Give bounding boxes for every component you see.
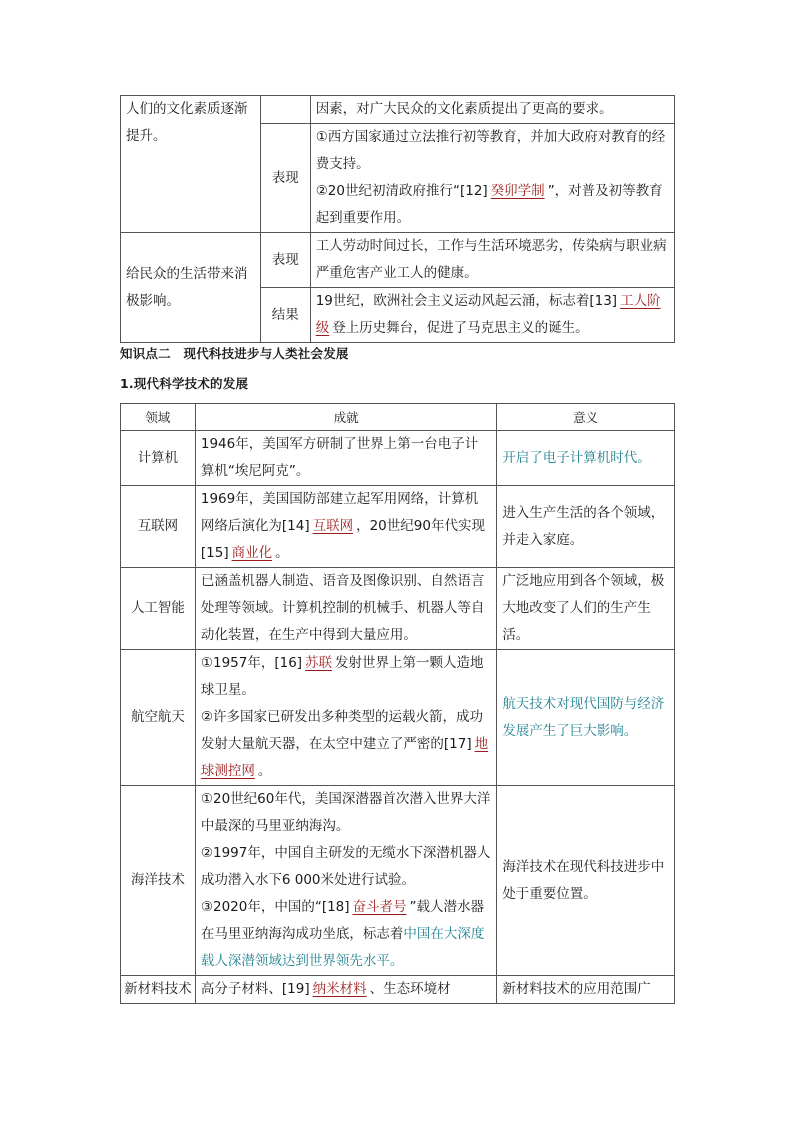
meaning-aero: 航天技术对现代国防与经济发展产生了巨大影响。 (497, 650, 675, 786)
table-row (121, 486, 675, 568)
impact-text: 给民众的生活带来消极影响。 (126, 265, 248, 309)
item-2 (316, 178, 669, 232)
achv-post: 、生态环境材 (369, 981, 451, 997)
achv-computer: 1946年，美国军方研制了世界上第一台电子计算机“埃尼阿克”。 (195, 431, 496, 486)
meaning-internet: 进入生产生活的各个领域，并走入家庭。 (497, 486, 675, 568)
field-aero: 航空航天 (121, 650, 196, 786)
header-field: 领域 (121, 404, 196, 431)
meaning-computer: 开启了电子计算机时代。 (497, 431, 675, 486)
fill-blank-13: 工人阶级 (315, 293, 661, 336)
table-row (121, 650, 675, 786)
aero-item-1 (201, 650, 491, 704)
biaoxian-content (310, 124, 674, 233)
ocean-item-3-mid: ”载人潜水器在马里亚纳海沟成功坐底，标志着 (200, 899, 485, 942)
meaning-ocean: 海洋技术在现代科技进步中处于重要位置。 (497, 786, 675, 976)
jieguo-pre: 19世纪，欧洲社会主义运动风起云涌，标志着[13] (315, 293, 618, 309)
table-row (121, 568, 675, 650)
table-tech-development (120, 403, 675, 1004)
ocean-item-3 (201, 894, 491, 975)
label-biaoxian (260, 124, 310, 233)
biaoxian-2-content (310, 233, 674, 288)
label-biaoxian-2 (260, 233, 310, 288)
label-text: 表现 (271, 251, 299, 268)
aero-item-2-post: 。 (257, 763, 272, 779)
achv-ocean (195, 786, 496, 976)
fill-blank-15: 商业化 (231, 545, 273, 561)
achv-ai: 已涵盖机器人制造、语音及图像识别、自然语言处理等领域。计算机控制的机械手、机器人等自动化装置，在生产中得到大量应用。 (195, 568, 496, 650)
fill-blank-19: 纳米材料 (312, 981, 367, 997)
meaning-newmat: 新材料技术的应用范围广 (497, 976, 675, 1004)
table-row (121, 976, 675, 1004)
field-internet: 互联网 (121, 486, 196, 568)
table-social-impact (120, 95, 675, 343)
header-achievement: 成就 (195, 404, 496, 431)
fill-blank-16: 苏联 (305, 655, 333, 671)
label-text: 结果 (271, 306, 299, 323)
impact-cell-culture (121, 96, 261, 233)
achv-aero (195, 650, 496, 786)
ocean-item-3-teal: 中国在大深度载人深潜领域达到世界领先水平。 (200, 926, 485, 969)
achv-pre: 1969年，美国国防部建立起军用网络，计算机网络后演化为[14] (200, 491, 479, 534)
field-computer: 计算机 (121, 431, 196, 486)
fill-blank-18: 奋斗者号 (352, 899, 407, 915)
aero-item-2 (201, 704, 491, 785)
table-row (121, 786, 675, 976)
fill-blank-17: 地球测控网 (200, 736, 489, 779)
biaoxian-2-text: 工人劳动时间过长，工作与生活环境恶劣，传染病与职业病严重危害产业工人的健康。 (315, 238, 667, 281)
field-ai: 人工智能 (121, 568, 196, 650)
ocean-item-2: ②1997年，中国自主研发的无缆水下深潜机器人成功潜入水下6 000米处进行试验。 (200, 845, 491, 888)
achv-internet (195, 486, 496, 568)
field-ocean: 海洋技术 (121, 786, 196, 976)
cont-text-cell (310, 96, 674, 124)
impact-text: 人们的文化素质逐渐提升。 (126, 101, 248, 144)
field-newmat: 新材料技术 (121, 976, 196, 1004)
item-2-post: ”，对普及初等教育起到重要作用。 (315, 183, 663, 226)
label-jieguo (260, 288, 310, 343)
item-1: ①西方国家通过立法推行初等教育，并加大政府对教育的经费支持。 (315, 129, 666, 172)
achv-post: 。 (275, 545, 289, 561)
jieguo-post: 登上历史舞台，促进了马克思主义的诞生。 (332, 320, 589, 336)
header-meaning: 意义 (497, 404, 675, 431)
empty-label-cell (260, 96, 310, 124)
cont-text: 因素，对广大民众的文化素质提出了更高的要求。 (315, 101, 613, 117)
section-subtitle: 1.现代科学技术的发展 (120, 376, 249, 391)
section-title: 知识点二 现代科技进步与人类社会发展 (120, 346, 349, 361)
meaning-ai: 广泛地应用到各个领域，极大地改变了人们的生产生活。 (497, 568, 675, 650)
achv-mid: ，20世纪90年代实现[15] (200, 518, 485, 561)
impact-cell-life (121, 233, 261, 343)
fill-blank-12: 癸卯学制 (490, 183, 545, 199)
fill-blank-14: 互联网 (312, 518, 354, 534)
jieguo-content (310, 288, 674, 343)
table-row (121, 431, 675, 486)
aero-item-1-pre: ①1957年，[16] (200, 655, 303, 671)
achv-newmat (195, 976, 496, 1004)
label-text: 表现 (271, 169, 299, 186)
aero-item-2-pre: ②许多国家已研发出多种类型的运载火箭，成功发射大量航天器，在太空中建立了严密的[17] (200, 709, 483, 752)
ocean-item-1: ①20世纪60年代，美国深潜器首次潜入世界大洋中最深的马里亚纳海沟。 (200, 791, 491, 834)
item-2-pre: ②20世纪初清政府推行“[12] (315, 183, 488, 199)
ocean-item-3-pre: ③2020年，中国的“[18] (200, 899, 350, 915)
achv-pre: 高分子材料、[19] (200, 981, 310, 997)
aero-item-1-post: 发射世界上第一颗人造地球卫星。 (200, 655, 484, 698)
